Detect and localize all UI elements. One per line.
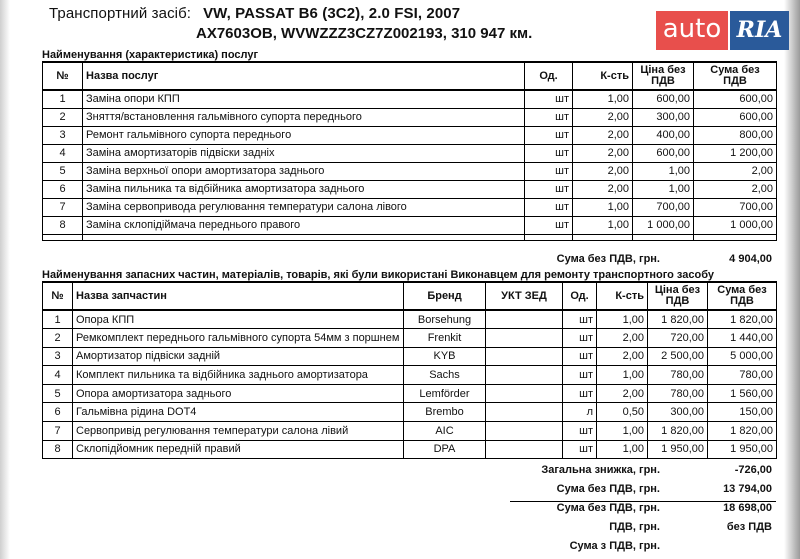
part-name: Ремкомплект переднього гальмівного супорта 54мм з поршнем bbox=[73, 329, 404, 348]
row-no: 3 bbox=[43, 347, 73, 366]
col-qty: К-сть bbox=[597, 282, 648, 310]
part-brand: DPA bbox=[404, 440, 486, 459]
row-qty: 2,00 bbox=[597, 329, 648, 348]
row-unit: шт bbox=[563, 347, 597, 366]
spacer-cell bbox=[694, 234, 777, 240]
total-value: 18 698,00 bbox=[723, 502, 772, 514]
row-price: 1 820,00 bbox=[648, 422, 708, 441]
table-row bbox=[43, 180, 777, 198]
service-name: Заміна пильника та відбійника амортизатора заднього bbox=[83, 180, 525, 198]
table-row bbox=[43, 329, 777, 348]
part-name: Амортизатор підвіски задній bbox=[73, 347, 404, 366]
table-row bbox=[43, 440, 777, 459]
total-value: 13 794,00 bbox=[723, 483, 772, 495]
service-name: Ремонт гальмівного супорта переднього bbox=[83, 126, 525, 144]
services-section-title: Найменування (характеристика) послуг bbox=[42, 49, 259, 61]
row-no: 1 bbox=[43, 90, 83, 108]
row-sum: 1 440,00 bbox=[708, 329, 777, 348]
row-qty: 2,00 bbox=[573, 144, 633, 162]
row-price: 400,00 bbox=[633, 126, 694, 144]
row-price: 1,00 bbox=[633, 162, 694, 180]
row-no: 4 bbox=[43, 366, 73, 385]
part-brand: Frenkit bbox=[404, 329, 486, 348]
table-row bbox=[43, 216, 777, 234]
table-row bbox=[43, 310, 777, 329]
row-no: 3 bbox=[43, 126, 83, 144]
row-qty: 0,50 bbox=[597, 403, 648, 422]
parts-header-row bbox=[43, 282, 777, 310]
row-price: 300,00 bbox=[648, 403, 708, 422]
col-sum: Сума без ПДВ bbox=[694, 62, 777, 90]
part-brand: Borsehung bbox=[404, 310, 486, 329]
row-sum: 700,00 bbox=[694, 198, 777, 216]
service-name: Заміна амортизаторів підвіски задніх bbox=[83, 144, 525, 162]
row-sum: 780,00 bbox=[708, 366, 777, 385]
part-ukt bbox=[486, 384, 563, 403]
col-no: № bbox=[43, 62, 83, 90]
row-sum: 150,00 bbox=[708, 403, 777, 422]
table-row bbox=[43, 366, 777, 385]
table-row bbox=[43, 198, 777, 216]
row-qty: 1,00 bbox=[573, 216, 633, 234]
service-name: Заміна опори КПП bbox=[83, 90, 525, 108]
total-label: Сума з ПДВ, грн. bbox=[569, 540, 660, 552]
total-label: Сума без ПДВ, грн. bbox=[556, 483, 660, 495]
part-ukt bbox=[486, 422, 563, 441]
row-no: 6 bbox=[43, 180, 83, 198]
col-part-name: Назва запчастин bbox=[73, 282, 404, 310]
logo-ria-part bbox=[730, 11, 789, 50]
row-price: 780,00 bbox=[648, 366, 708, 385]
row-no: 2 bbox=[43, 329, 73, 348]
part-brand: KYB bbox=[404, 347, 486, 366]
row-qty: 1,00 bbox=[597, 422, 648, 441]
row-no: 8 bbox=[43, 216, 83, 234]
services-total-value: 4 904,00 bbox=[729, 253, 772, 265]
row-qty: 2,00 bbox=[573, 108, 633, 126]
table-spacer-row bbox=[43, 234, 777, 240]
part-name: Гальмівна рідина DOT4 bbox=[73, 403, 404, 422]
row-qty: 1,00 bbox=[597, 366, 648, 385]
row-qty: 1,00 bbox=[573, 90, 633, 108]
part-brand: AIC bbox=[404, 422, 486, 441]
spacer-cell bbox=[525, 234, 573, 240]
part-brand: Lemförder bbox=[404, 384, 486, 403]
total-value: -726,00 bbox=[734, 464, 772, 476]
table-row bbox=[43, 144, 777, 162]
part-name: Сервопривід регулювання температури салона лівий bbox=[73, 422, 404, 441]
row-sum: 1 000,00 bbox=[694, 216, 777, 234]
spacer-cell bbox=[83, 234, 525, 240]
row-sum: 1 560,00 bbox=[708, 384, 777, 403]
spacer-cell bbox=[573, 234, 633, 240]
row-qty: 2,00 bbox=[597, 384, 648, 403]
col-no: № bbox=[43, 282, 73, 310]
row-no: 6 bbox=[43, 403, 73, 422]
parts-table bbox=[42, 281, 777, 459]
part-ukt bbox=[486, 366, 563, 385]
part-name: Склопідйомник передній правий bbox=[73, 440, 404, 459]
row-unit: шт bbox=[563, 366, 597, 385]
row-sum: 1 200,00 bbox=[694, 144, 777, 162]
row-unit: шт bbox=[563, 440, 597, 459]
row-no: 5 bbox=[43, 162, 83, 180]
vehicle-label: Транспортний засіб: bbox=[49, 5, 192, 22]
row-price: 600,00 bbox=[633, 144, 694, 162]
col-price: Ціна без ПДВ bbox=[648, 282, 708, 310]
total-label: ПДВ, грн. bbox=[609, 521, 660, 533]
row-price: 1 950,00 bbox=[648, 440, 708, 459]
total-label: Сума без ПДВ, грн. bbox=[556, 502, 660, 514]
part-name: Комплект пильника та відбійника заднього амортизатора bbox=[73, 366, 404, 385]
col-brand: Бренд bbox=[404, 282, 486, 310]
service-name: Заміна сервопривода регулювання температури салона лівого bbox=[83, 198, 525, 216]
row-price: 600,00 bbox=[633, 90, 694, 108]
page-edge-shadow-left bbox=[0, 0, 10, 559]
row-no: 1 bbox=[43, 310, 73, 329]
total-value: без ПДВ bbox=[726, 521, 772, 533]
row-unit: л bbox=[563, 403, 597, 422]
page-edge-shadow-right bbox=[784, 0, 800, 559]
row-sum: 600,00 bbox=[694, 90, 777, 108]
row-price: 300,00 bbox=[633, 108, 694, 126]
row-sum: 800,00 bbox=[694, 126, 777, 144]
row-sum: 600,00 bbox=[694, 108, 777, 126]
part-ukt bbox=[486, 347, 563, 366]
row-price: 700,00 bbox=[633, 198, 694, 216]
autoria-logo bbox=[656, 11, 789, 50]
row-no: 2 bbox=[43, 108, 83, 126]
part-brand: Sachs bbox=[404, 366, 486, 385]
row-sum: 1 820,00 bbox=[708, 422, 777, 441]
services-total-label: Сума без ПДВ, грн. bbox=[556, 253, 660, 265]
services-header-row bbox=[43, 62, 777, 90]
row-no: 4 bbox=[43, 144, 83, 162]
col-unit: Од. bbox=[525, 62, 573, 90]
row-price: 1,00 bbox=[633, 180, 694, 198]
col-ukt: УКТ ЗЕД bbox=[486, 282, 563, 310]
row-unit: шт bbox=[563, 422, 597, 441]
row-unit: шт bbox=[563, 329, 597, 348]
row-sum: 2,00 bbox=[694, 162, 777, 180]
service-name: Зняття/встановлення гальмівного супорта переднього bbox=[83, 108, 525, 126]
spacer-cell bbox=[43, 234, 83, 240]
row-unit: шт bbox=[525, 180, 573, 198]
table-row bbox=[43, 384, 777, 403]
row-qty: 1,00 bbox=[597, 310, 648, 329]
row-qty: 2,00 bbox=[573, 126, 633, 144]
col-price: Ціна без ПДВ bbox=[633, 62, 694, 90]
row-price: 1 000,00 bbox=[633, 216, 694, 234]
table-row bbox=[43, 162, 777, 180]
row-qty: 1,00 bbox=[597, 440, 648, 459]
row-price: 720,00 bbox=[648, 329, 708, 348]
col-sum: Сума без ПДВ bbox=[708, 282, 777, 310]
parts-section-title: Найменування запасних частин, матеріалів, товарів, які були використані Виконавцем для ремонту транспортного засобу bbox=[42, 269, 714, 281]
row-unit: шт bbox=[525, 162, 573, 180]
row-sum: 2,00 bbox=[694, 180, 777, 198]
vehicle-details: АХ7603ОВ, WVWZZZ3CZ7Z002193, 310 947 км. bbox=[196, 25, 533, 42]
row-no: 8 bbox=[43, 440, 73, 459]
service-name: Заміна верхньої опори амортизатора заднього bbox=[83, 162, 525, 180]
table-row bbox=[43, 108, 777, 126]
part-name: Опора КПП bbox=[73, 310, 404, 329]
row-sum: 1 950,00 bbox=[708, 440, 777, 459]
logo-ria-text: RIA bbox=[736, 17, 783, 43]
row-qty: 1,00 bbox=[573, 198, 633, 216]
services-table bbox=[42, 61, 777, 241]
row-price: 1 820,00 bbox=[648, 310, 708, 329]
row-unit: шт bbox=[525, 144, 573, 162]
totals-divider bbox=[510, 501, 776, 502]
part-brand: Brembo bbox=[404, 403, 486, 422]
row-unit: шт bbox=[525, 90, 573, 108]
row-unit: шт bbox=[525, 216, 573, 234]
col-qty: К-сть bbox=[573, 62, 633, 90]
table-row bbox=[43, 90, 777, 108]
part-ukt bbox=[486, 403, 563, 422]
row-sum: 5 000,00 bbox=[708, 347, 777, 366]
row-sum: 1 820,00 bbox=[708, 310, 777, 329]
table-row bbox=[43, 403, 777, 422]
row-unit: шт bbox=[525, 126, 573, 144]
part-ukt bbox=[486, 310, 563, 329]
col-unit: Од. bbox=[563, 282, 597, 310]
row-price: 780,00 bbox=[648, 384, 708, 403]
part-name: Опора амортизатора заднього bbox=[73, 384, 404, 403]
row-qty: 2,00 bbox=[573, 162, 633, 180]
row-qty: 2,00 bbox=[597, 347, 648, 366]
col-service-name: Назва послуг bbox=[83, 62, 525, 90]
row-no: 5 bbox=[43, 384, 73, 403]
table-row bbox=[43, 422, 777, 441]
vehicle-model: VW, PASSAT B6 (3C2), 2.0 FSI, 2007 bbox=[203, 5, 461, 22]
table-row bbox=[43, 126, 777, 144]
vehicle-header bbox=[49, 5, 460, 22]
row-unit: шт bbox=[525, 108, 573, 126]
row-no: 7 bbox=[43, 422, 73, 441]
part-ukt bbox=[486, 329, 563, 348]
row-unit: шт bbox=[525, 198, 573, 216]
row-qty: 2,00 bbox=[573, 180, 633, 198]
part-ukt bbox=[486, 440, 563, 459]
logo-auto-part: auto bbox=[656, 11, 728, 50]
total-label: Загальна знижка, грн. bbox=[541, 464, 660, 476]
table-row bbox=[43, 347, 777, 366]
service-name: Заміна склопідіймача переднього правого bbox=[83, 216, 525, 234]
spacer-cell bbox=[633, 234, 694, 240]
row-unit: шт bbox=[563, 384, 597, 403]
row-price: 2 500,00 bbox=[648, 347, 708, 366]
row-unit: шт bbox=[563, 310, 597, 329]
row-no: 7 bbox=[43, 198, 83, 216]
